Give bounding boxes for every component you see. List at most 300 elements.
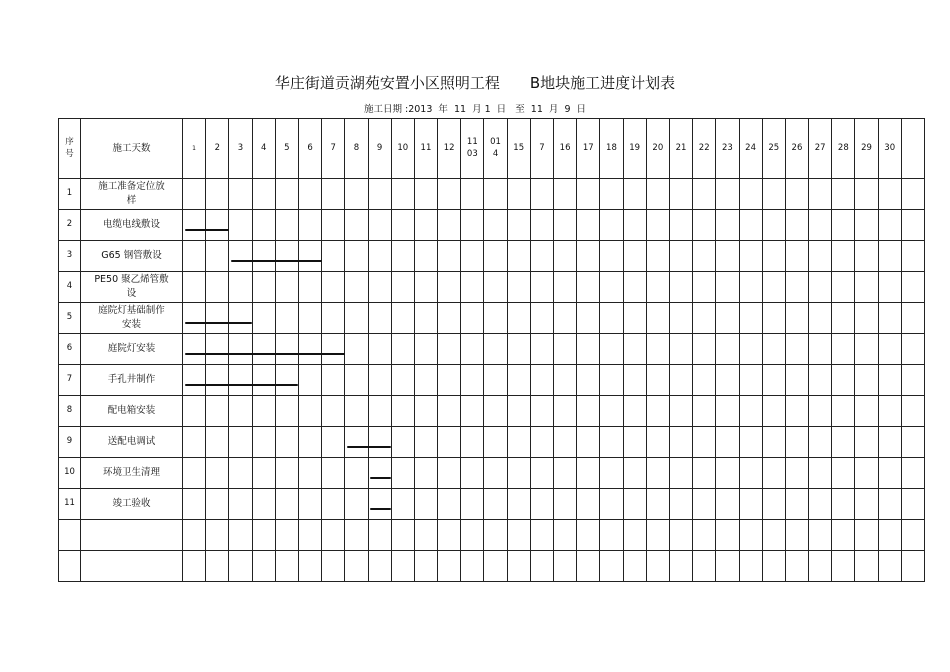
day-cell xyxy=(646,520,669,551)
day-cell xyxy=(391,396,414,427)
day-cell xyxy=(832,241,855,272)
task-name: G65 钢管敷设 xyxy=(81,241,183,272)
day-cell xyxy=(414,303,437,334)
day-cell xyxy=(693,241,716,272)
day-header-8: 8 xyxy=(345,119,368,179)
day-header-13: 11 03 xyxy=(461,119,484,179)
task-name xyxy=(81,551,183,582)
day-cell xyxy=(438,520,461,551)
day-cell xyxy=(530,210,553,241)
gantt-bar xyxy=(231,260,322,263)
day-cell xyxy=(809,458,832,489)
day-cell xyxy=(298,179,321,210)
day-cell xyxy=(438,272,461,303)
day-cell xyxy=(693,427,716,458)
day-cell xyxy=(507,179,530,210)
day-cell xyxy=(901,520,924,551)
day-cell xyxy=(229,396,252,427)
day-cell xyxy=(368,520,391,551)
day-cell xyxy=(716,179,739,210)
day-cell xyxy=(183,334,206,365)
day-header-24: 23 xyxy=(716,119,739,179)
table-row xyxy=(59,489,925,520)
table-row xyxy=(59,520,925,551)
day-cell xyxy=(183,365,206,396)
day-cell xyxy=(414,520,437,551)
day-cell xyxy=(901,303,924,334)
day-cell xyxy=(298,303,321,334)
day-cell xyxy=(368,489,391,520)
task-name: 庭院灯安装 xyxy=(81,334,183,365)
day-cell xyxy=(507,458,530,489)
day-cell xyxy=(275,272,298,303)
day-cell xyxy=(693,303,716,334)
day-cell xyxy=(669,489,692,520)
day-cell xyxy=(530,334,553,365)
day-cell xyxy=(809,210,832,241)
day-cell xyxy=(391,241,414,272)
day-cell xyxy=(669,427,692,458)
day-cell xyxy=(646,458,669,489)
day-cell xyxy=(693,551,716,582)
day-header-22: 21 xyxy=(669,119,692,179)
day-cell xyxy=(554,272,577,303)
day-cell xyxy=(414,210,437,241)
day-cell xyxy=(484,272,507,303)
day-cell xyxy=(832,489,855,520)
day-cell xyxy=(785,241,808,272)
task-seq: 8 xyxy=(59,396,81,427)
day-cell xyxy=(414,458,437,489)
day-cell xyxy=(600,179,623,210)
day-cell xyxy=(461,272,484,303)
day-cell xyxy=(785,272,808,303)
day-cell xyxy=(438,241,461,272)
day-cell xyxy=(298,241,321,272)
day-cell xyxy=(461,241,484,272)
day-cell xyxy=(391,551,414,582)
day-cell xyxy=(507,365,530,396)
day-cell xyxy=(855,396,878,427)
day-cell xyxy=(484,489,507,520)
day-cell xyxy=(739,241,762,272)
day-cell xyxy=(739,365,762,396)
day-cell xyxy=(623,303,646,334)
day-cell xyxy=(855,427,878,458)
day-cell xyxy=(414,396,437,427)
day-cell xyxy=(438,489,461,520)
day-cell xyxy=(252,458,275,489)
task-name: 庭院灯基础制作 安装 xyxy=(81,303,183,334)
day-cell xyxy=(878,365,901,396)
day-cell xyxy=(577,303,600,334)
task-seq: 3 xyxy=(59,241,81,272)
day-cell xyxy=(507,272,530,303)
day-header-7: 7 xyxy=(322,119,345,179)
day-cell xyxy=(623,520,646,551)
day-cell xyxy=(901,489,924,520)
day-cell xyxy=(693,272,716,303)
day-cell xyxy=(623,489,646,520)
day-cell xyxy=(461,489,484,520)
day-cell xyxy=(716,303,739,334)
day-cell xyxy=(298,334,321,365)
day-cell xyxy=(252,241,275,272)
day-cell xyxy=(855,365,878,396)
day-header-12: 12 xyxy=(438,119,461,179)
day-cell xyxy=(298,458,321,489)
day-cell xyxy=(229,334,252,365)
day-header-1: 1 xyxy=(183,119,206,179)
day-cell xyxy=(368,365,391,396)
task-name xyxy=(81,520,183,551)
day-cell xyxy=(275,179,298,210)
day-cell xyxy=(832,365,855,396)
day-cell xyxy=(554,365,577,396)
day-cell xyxy=(206,427,229,458)
day-cell xyxy=(785,210,808,241)
day-cell xyxy=(484,458,507,489)
table-row xyxy=(59,551,925,582)
day-cell xyxy=(368,334,391,365)
day-cell xyxy=(229,241,252,272)
day-cell xyxy=(855,210,878,241)
day-cell xyxy=(554,520,577,551)
day-cell xyxy=(461,365,484,396)
day-cell xyxy=(739,396,762,427)
day-cell xyxy=(206,241,229,272)
title-tail: B地块施工进度计划表 xyxy=(529,74,676,92)
day-cell xyxy=(252,396,275,427)
day-cell xyxy=(275,210,298,241)
day-cell xyxy=(809,179,832,210)
day-cell xyxy=(461,458,484,489)
day-cell xyxy=(554,551,577,582)
day-cell xyxy=(229,179,252,210)
day-cell xyxy=(252,489,275,520)
day-cell xyxy=(669,520,692,551)
day-cell xyxy=(554,489,577,520)
day-cell xyxy=(507,489,530,520)
day-cell xyxy=(832,520,855,551)
day-cell xyxy=(623,241,646,272)
day-cell xyxy=(600,396,623,427)
day-cell xyxy=(878,210,901,241)
day-cell xyxy=(368,179,391,210)
gantt-bar xyxy=(185,229,229,232)
day-header-29: 28 xyxy=(832,119,855,179)
day-cell xyxy=(901,396,924,427)
day-cell xyxy=(438,551,461,582)
day-cell xyxy=(762,427,785,458)
day-cell xyxy=(206,179,229,210)
day-cell xyxy=(878,396,901,427)
day-cell xyxy=(577,489,600,520)
day-cell xyxy=(507,427,530,458)
day-cell xyxy=(530,489,553,520)
day-cell xyxy=(507,241,530,272)
day-header-21: 20 xyxy=(646,119,669,179)
day-cell xyxy=(739,210,762,241)
day-cell xyxy=(785,551,808,582)
day-cell xyxy=(855,241,878,272)
gantt-bar xyxy=(370,477,391,480)
day-cell xyxy=(809,365,832,396)
day-cell xyxy=(785,303,808,334)
day-cell xyxy=(530,551,553,582)
day-cell xyxy=(368,551,391,582)
day-cell xyxy=(414,179,437,210)
table-row xyxy=(59,334,925,365)
day-cell xyxy=(646,303,669,334)
gantt-bar xyxy=(185,384,299,387)
task-name: 电缆电线敷设 xyxy=(81,210,183,241)
day-cell xyxy=(275,520,298,551)
day-cell xyxy=(252,303,275,334)
day-cell xyxy=(275,551,298,582)
day-cell xyxy=(275,489,298,520)
day-cell xyxy=(762,241,785,272)
table-row xyxy=(59,303,925,334)
day-cell xyxy=(530,427,553,458)
day-header-2: 2 xyxy=(206,119,229,179)
day-header-15: 15 xyxy=(507,119,530,179)
day-cell xyxy=(298,489,321,520)
day-cell xyxy=(600,303,623,334)
day-cell xyxy=(878,303,901,334)
day-cell xyxy=(693,458,716,489)
table-row xyxy=(59,210,925,241)
day-cell xyxy=(623,272,646,303)
day-cell xyxy=(646,272,669,303)
day-header-16: 7 xyxy=(530,119,553,179)
gantt-bar xyxy=(185,353,345,356)
day-cell xyxy=(739,334,762,365)
day-cell xyxy=(554,303,577,334)
day-cell xyxy=(438,365,461,396)
day-cell xyxy=(739,179,762,210)
day-cell xyxy=(461,520,484,551)
day-cell xyxy=(901,365,924,396)
task-seq: 6 xyxy=(59,334,81,365)
day-cell xyxy=(507,520,530,551)
day-cell xyxy=(345,365,368,396)
day-cell xyxy=(530,272,553,303)
day-header-20: 19 xyxy=(623,119,646,179)
day-cell xyxy=(298,551,321,582)
day-cell xyxy=(600,427,623,458)
day-cell xyxy=(832,272,855,303)
day-cell xyxy=(600,334,623,365)
table-row xyxy=(59,396,925,427)
construction-date-line: 施工日期 :2013 年 11 月 1 日 至 11 月 9 日 xyxy=(363,104,587,115)
day-cell xyxy=(461,396,484,427)
day-cell xyxy=(832,396,855,427)
day-cell xyxy=(391,272,414,303)
day-cell xyxy=(855,489,878,520)
day-cell xyxy=(577,365,600,396)
day-cell xyxy=(901,179,924,210)
day-cell xyxy=(484,520,507,551)
day-header-17: 16 xyxy=(554,119,577,179)
day-cell xyxy=(391,334,414,365)
day-cell xyxy=(762,272,785,303)
day-cell xyxy=(229,489,252,520)
day-cell xyxy=(252,210,275,241)
day-cell xyxy=(461,551,484,582)
day-cell xyxy=(229,520,252,551)
day-cell xyxy=(368,272,391,303)
day-cell xyxy=(322,210,345,241)
day-cell xyxy=(901,458,924,489)
day-cell xyxy=(206,489,229,520)
day-cell xyxy=(739,551,762,582)
day-cell xyxy=(322,427,345,458)
day-cell xyxy=(669,551,692,582)
day-cell xyxy=(716,458,739,489)
day-cell xyxy=(809,396,832,427)
day-cell xyxy=(762,210,785,241)
day-cell xyxy=(275,396,298,427)
day-cell xyxy=(669,458,692,489)
day-header-31: 30 xyxy=(878,119,901,179)
day-cell xyxy=(855,334,878,365)
day-cell xyxy=(716,396,739,427)
day-header-25: 24 xyxy=(739,119,762,179)
day-cell xyxy=(530,179,553,210)
day-cell xyxy=(554,210,577,241)
day-cell xyxy=(252,272,275,303)
day-header-18: 17 xyxy=(577,119,600,179)
day-cell xyxy=(716,427,739,458)
day-cell xyxy=(646,179,669,210)
day-cell xyxy=(878,458,901,489)
day-cell xyxy=(716,365,739,396)
gantt-bar xyxy=(370,508,391,511)
day-header-3: 3 xyxy=(229,119,252,179)
day-cell xyxy=(345,210,368,241)
day-cell xyxy=(183,489,206,520)
day-cell xyxy=(461,427,484,458)
day-cell xyxy=(391,458,414,489)
day-cell xyxy=(322,520,345,551)
day-cell xyxy=(716,489,739,520)
day-cell xyxy=(206,520,229,551)
day-cell xyxy=(600,520,623,551)
day-cell xyxy=(600,210,623,241)
day-cell xyxy=(345,272,368,303)
day-header-19: 18 xyxy=(600,119,623,179)
day-cell xyxy=(878,551,901,582)
day-cell xyxy=(183,179,206,210)
day-cell xyxy=(484,334,507,365)
day-cell xyxy=(507,396,530,427)
day-cell xyxy=(693,489,716,520)
task-name: PE50 聚乙烯管敷 设 xyxy=(81,272,183,303)
day-cell xyxy=(414,365,437,396)
day-cell xyxy=(345,520,368,551)
task-seq: 11 xyxy=(59,489,81,520)
day-cell xyxy=(229,303,252,334)
day-cell xyxy=(322,551,345,582)
day-cell xyxy=(322,303,345,334)
day-cell xyxy=(785,427,808,458)
day-cell xyxy=(716,241,739,272)
day-header-9: 9 xyxy=(368,119,391,179)
task-header: 施工天数 xyxy=(81,119,183,179)
day-cell xyxy=(855,179,878,210)
day-cell xyxy=(809,241,832,272)
day-cell xyxy=(507,303,530,334)
day-cell xyxy=(368,396,391,427)
day-cell xyxy=(901,210,924,241)
day-cell xyxy=(623,396,646,427)
day-cell xyxy=(762,179,785,210)
day-cell xyxy=(368,427,391,458)
day-cell xyxy=(438,458,461,489)
day-cell xyxy=(669,303,692,334)
day-cell xyxy=(322,396,345,427)
day-cell xyxy=(368,458,391,489)
day-cell xyxy=(693,396,716,427)
day-cell xyxy=(322,489,345,520)
day-cell xyxy=(345,551,368,582)
day-cell xyxy=(646,396,669,427)
day-cell xyxy=(391,520,414,551)
schedule-table xyxy=(58,118,925,582)
day-cell xyxy=(322,458,345,489)
day-cell xyxy=(623,458,646,489)
day-cell xyxy=(762,396,785,427)
day-cell xyxy=(183,241,206,272)
day-cell xyxy=(809,334,832,365)
gantt-bar xyxy=(347,446,391,449)
task-seq: 10 xyxy=(59,458,81,489)
day-cell xyxy=(275,365,298,396)
day-cell xyxy=(275,303,298,334)
day-cell xyxy=(275,427,298,458)
day-cell xyxy=(901,272,924,303)
day-cell xyxy=(785,334,808,365)
day-cell xyxy=(577,241,600,272)
day-cell xyxy=(646,365,669,396)
day-header-27: 26 xyxy=(785,119,808,179)
task-name: 配电箱安装 xyxy=(81,396,183,427)
day-cell xyxy=(716,551,739,582)
day-cell xyxy=(577,272,600,303)
day-cell xyxy=(298,365,321,396)
day-cell xyxy=(855,458,878,489)
day-cell xyxy=(739,458,762,489)
day-cell xyxy=(298,210,321,241)
day-cell xyxy=(484,210,507,241)
day-cell xyxy=(183,272,206,303)
day-cell xyxy=(298,396,321,427)
day-cell xyxy=(878,489,901,520)
day-cell xyxy=(878,241,901,272)
day-cell xyxy=(809,427,832,458)
day-cell xyxy=(530,520,553,551)
day-header-5: 5 xyxy=(275,119,298,179)
table-row xyxy=(59,241,925,272)
day-cell xyxy=(623,427,646,458)
day-cell xyxy=(554,458,577,489)
day-cell xyxy=(623,334,646,365)
day-cell xyxy=(600,272,623,303)
task-seq xyxy=(59,551,81,582)
day-cell xyxy=(577,179,600,210)
day-cell xyxy=(785,458,808,489)
